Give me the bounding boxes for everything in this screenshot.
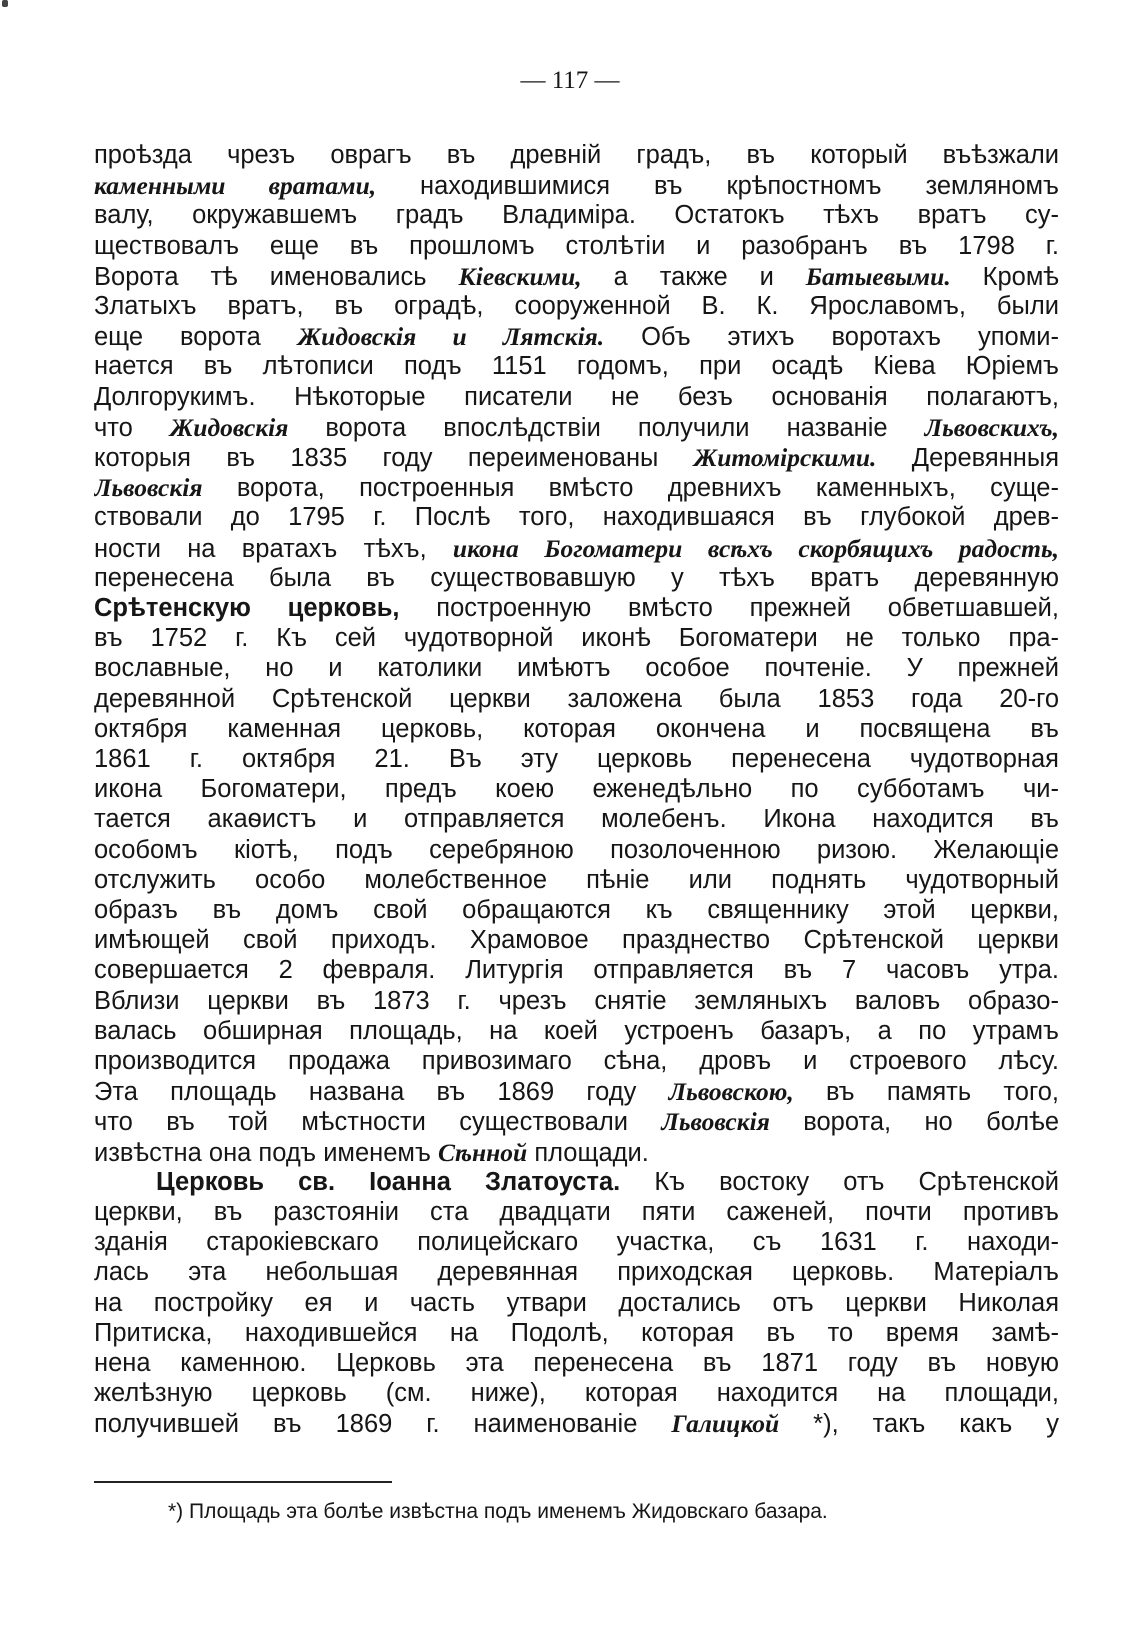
text-line <box>94 291 1059 322</box>
text-run: Ворота тѣ именовались <box>94 262 459 291</box>
text-line <box>94 804 1059 835</box>
text-line <box>94 925 1059 956</box>
emphasized-text: Жидовскія <box>169 412 289 442</box>
text-run: находившимися въ крѣпостномъ земляномъ <box>376 172 1059 201</box>
text-line <box>94 1348 1059 1379</box>
text-line <box>94 1288 1059 1319</box>
print-speck <box>2 0 8 7</box>
text-run: ществовалъ еще въ прошломъ столѣтіи и разобранъ въ 1798 г. <box>94 231 1059 260</box>
text-line <box>94 714 1059 745</box>
text-run: проѣзда чрезъ оврагъ въ древній градъ, въ который въѣзжали <box>94 141 1059 169</box>
text-run: Златыхъ вратъ, въ оградѣ, сооруженной В. К. Ярославомъ, были <box>94 292 1059 320</box>
text-line <box>94 623 1059 654</box>
text-run: Притиска, находившейся на Подолѣ, которая въ то время замѣ- <box>94 1318 1059 1347</box>
text-line <box>94 835 1059 866</box>
text-run: что <box>94 413 170 442</box>
text-run: Объ этихъ воротахъ упоми- <box>604 323 1059 352</box>
emphasized-text: Львовскія <box>661 1107 770 1137</box>
footnote: *) Площадь эта болѣе извѣстна подъ именемъ Жидовскаго базара. <box>168 1500 828 1523</box>
text-run: Долгорукимъ. Нѣкоторые писатели не безъ основанія полагаютъ, <box>94 382 1059 411</box>
text-line <box>94 1318 1059 1349</box>
text-line <box>94 321 1059 352</box>
text-run: еще ворота <box>94 323 298 352</box>
text-run: ворота, построенныя вмѣсто древнихъ каменныхъ, суще- <box>202 474 1059 503</box>
text-line <box>94 653 1059 684</box>
text-run: Кромѣ <box>950 262 1059 291</box>
text-line <box>94 1197 1059 1228</box>
text-line <box>94 1378 1059 1409</box>
text-run: Вблизи церкви въ 1873 г. чрезъ снятіе земляныхъ валовъ образо- <box>94 986 1059 1015</box>
text-line <box>94 231 1059 262</box>
text-line <box>94 1257 1059 1288</box>
text-run: особомъ кіотѣ, подъ серебряною позолоченною ризою. Желающіе <box>94 835 1059 864</box>
text-run: извѣстна она подъ именемъ <box>94 1138 438 1167</box>
text-run: желѣзную церковь (см. ниже), которая находится на площади, <box>94 1379 1059 1408</box>
text-run: отслужить особо молебственное пѣніе или поднять чудотворный <box>94 865 1059 894</box>
text-run: зданія старокіевскаго полицейскаго участка, съ 1631 г. находи- <box>94 1228 1059 1257</box>
text-line <box>94 382 1059 413</box>
text-run: образъ въ домъ свой обращаются къ священнику этой церкви, <box>94 896 1059 924</box>
text-line <box>94 986 1059 1017</box>
text-run: ворота впослѣдствіи получили названіе <box>288 413 925 442</box>
emphasized-text: Сѣнной <box>437 1137 528 1167</box>
text-line <box>94 533 1059 564</box>
text-line <box>94 200 1059 231</box>
text-run: ствовали до 1795 г. Послѣ того, находившаяся въ глубокой древ- <box>94 503 1059 532</box>
text-run: нается въ лѣтописи подъ 1151 годомъ, при осадѣ Кіева Юріемъ <box>94 352 1059 381</box>
emphasized-text: Львовскія <box>94 473 203 503</box>
text-run: въ 1752 г. Къ сей чудотворной иконѣ Богоматери не только пра- <box>94 624 1059 653</box>
text-line <box>94 1227 1059 1258</box>
text-run: площади. <box>527 1138 649 1167</box>
emphasized-text: Батыевыми. <box>805 261 951 291</box>
text-run: вославные, но и католики имѣютъ особое почтеніе. У прежней <box>94 654 1059 683</box>
text-run: валась обширная площадь, на коей устроенъ базаръ, а по утрамъ <box>94 1016 1059 1045</box>
text-run: Эта площадь названа въ 1869 году <box>94 1078 669 1107</box>
text-line <box>94 140 1059 171</box>
text-run: икона Богоматери, предъ коею еженедѣльно по субботамъ чи- <box>94 775 1059 804</box>
text-line <box>94 502 1059 533</box>
text-run: въ память того, <box>793 1078 1059 1107</box>
text-line <box>94 261 1059 292</box>
text-run: деревянной Срѣтенской церкви заложена была 1853 года 20-го <box>94 684 1059 713</box>
text-run: 1861 г. октября 21. Въ эту церковь перенесена чудотворная <box>94 745 1059 773</box>
emphasized-text: Кіевскими, <box>458 261 582 291</box>
emphasized-text: Житомірскими. <box>693 443 877 472</box>
text-run: Къ востоку отъ Срѣтенской <box>620 1167 1059 1196</box>
text-line <box>94 351 1059 382</box>
text-line <box>94 1016 1059 1047</box>
text-line <box>94 744 1059 775</box>
text-run: лась эта небольшая деревянная приходская церковь. Матеріалъ <box>94 1258 1059 1287</box>
text-run: на постройку ея и часть утвари достались отъ церкви Николая <box>94 1288 1059 1317</box>
emphasized-text: Жидовскія и Лятскія. <box>297 322 605 352</box>
text-line <box>94 563 1059 594</box>
text-line <box>94 774 1059 805</box>
emphasized-text: Львовскою, <box>668 1077 794 1107</box>
emphasized-text: Галицкой <box>671 1409 780 1439</box>
text-line <box>94 593 1059 624</box>
emphasized-text: Львовскихъ, <box>924 412 1059 442</box>
emphasized-text: икона Богоматери всѣхъ скорбящихъ радость, <box>452 533 1059 563</box>
text-line <box>94 1408 1059 1439</box>
text-run: производится продажа привозимаго сѣна, дровъ и строевого лѣсу. <box>94 1047 1059 1075</box>
text-run: церкви, въ разстояніи ста двадцати пяти саженей, почти противъ <box>94 1198 1059 1226</box>
text-run: имѣющей свой приходъ. Храмовое празднество Срѣтенской церкви <box>94 926 1059 955</box>
text-line <box>94 1106 1059 1137</box>
text-run: совершается 2 февраля. Литургія отправляется въ 7 часовъ утра. <box>94 956 1059 985</box>
footnote-rule <box>94 1481 392 1483</box>
text-line <box>156 1167 1059 1198</box>
text-line <box>94 442 1059 473</box>
text-run: нена каменною. Церковь эта перенесена въ 1871 году въ новую <box>94 1349 1059 1377</box>
text-line <box>94 1046 1059 1077</box>
text-run: перенесена была въ существовавшую у тѣхъ вратъ деревянную <box>94 563 1059 592</box>
text-run: построенную вмѣсто прежней обветшавшей, <box>399 594 1059 622</box>
text-run: которыя въ 1835 году переименованы <box>94 444 694 472</box>
text-run: октября каменная церковь, которая окончена и посвящена въ <box>94 714 1059 743</box>
text-line <box>94 865 1059 896</box>
text-run: валу, окружавшемъ градъ Владиміра. Остатокъ тѣхъ вратъ су- <box>94 201 1059 230</box>
emphasized-text: каменными вратами, <box>94 171 377 201</box>
text-line <box>94 412 1059 443</box>
text-line <box>94 895 1059 926</box>
text-run: *), такъ какъ у <box>779 1410 1059 1439</box>
text-line <box>94 684 1059 715</box>
text-line <box>94 1076 1059 1107</box>
text-run: тается акаѳистъ и отправляется молебенъ. Икона находится въ <box>94 805 1059 834</box>
text-line <box>94 472 1059 503</box>
text-run: Деревянныя <box>876 444 1059 472</box>
text-run: что въ той мѣстности существовали <box>94 1108 662 1137</box>
text-run: ворота, но болѣе <box>769 1108 1059 1137</box>
text-run: ности на вратахъ тѣхъ, <box>94 534 453 563</box>
text-line <box>94 170 1059 201</box>
text-run: получившей въ 1869 г. наименованіе <box>94 1410 672 1439</box>
text-line <box>94 955 1059 986</box>
page-number: — 117 — <box>520 67 620 94</box>
bold-heading-text: Срѣтенскую церковь, <box>94 594 400 622</box>
text-line <box>94 1137 1059 1168</box>
bold-heading-text: Церковь св. Іоанна Златоуста. <box>156 1167 621 1196</box>
text-run: а также и <box>581 262 806 291</box>
